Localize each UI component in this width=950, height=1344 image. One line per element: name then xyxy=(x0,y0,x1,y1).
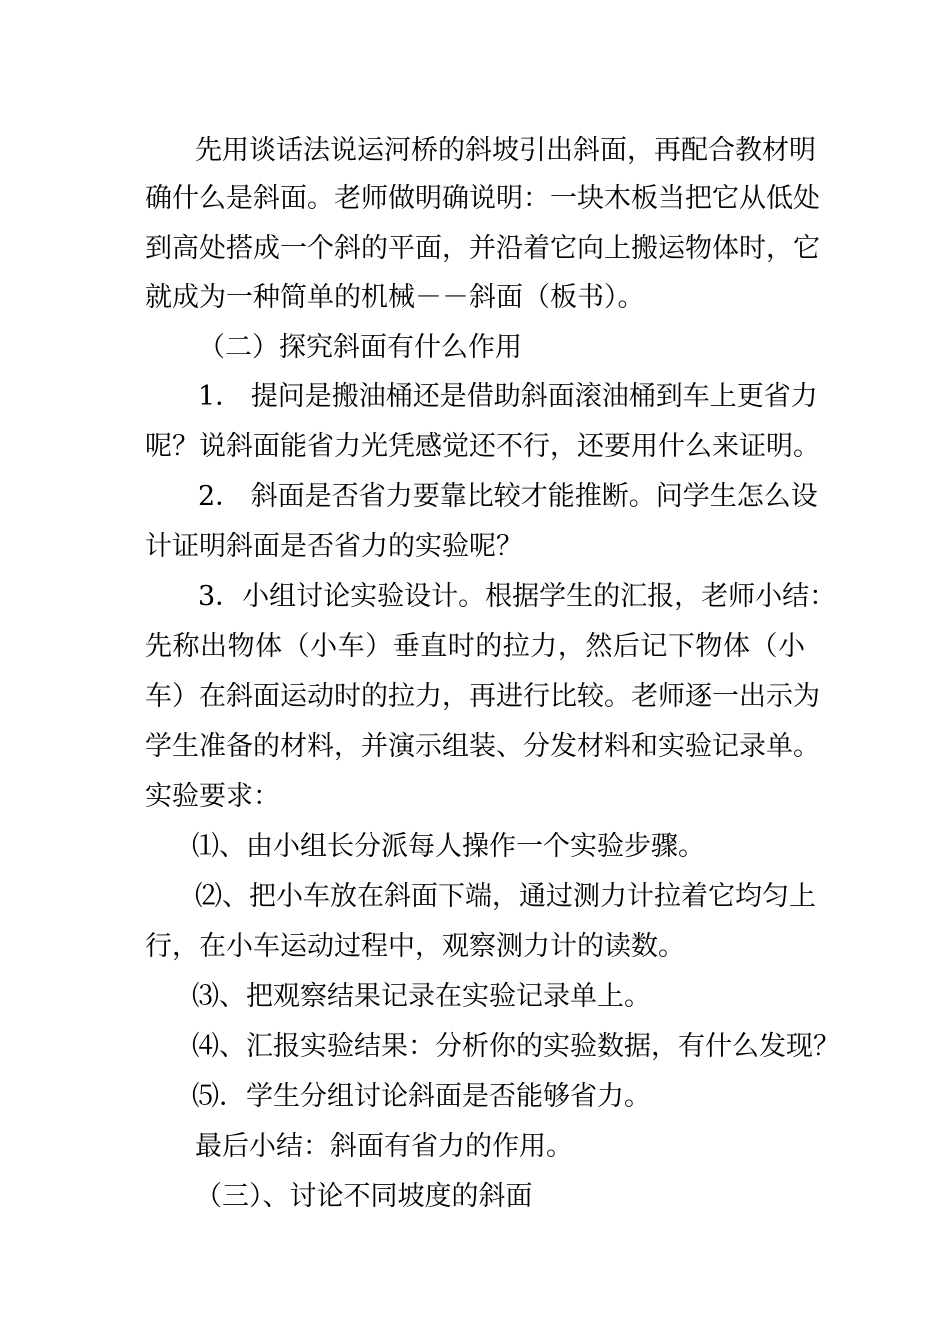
paragraph-line: 先用谈话法说运河桥的斜坡引出斜面，再配合教材明 xyxy=(195,135,816,166)
paragraph-line: 车）在斜面运动时的拉力，再进行比较。老师逐一出示为 xyxy=(145,681,820,712)
summary-line: 最后小结：斜面有省力的作用。 xyxy=(195,1131,573,1162)
paragraph-line: 呢？说斜面能省力光凭感觉还不行，还要用什么来证明。 xyxy=(145,431,820,462)
list-item: ⑵、把小车放在斜面下端，通过测力计拉着它均匀上 xyxy=(195,881,816,912)
section-heading: （三）、讨论不同坡度的斜面 xyxy=(195,1181,533,1212)
paragraph-line: 计证明斜面是否省力的实验呢？ xyxy=(145,531,523,562)
list-item: ⑷、汇报实验结果：分析你的实验数据，有什么发现？ xyxy=(192,1031,840,1062)
section-heading: （二）探究斜面有什么作用 xyxy=(198,332,522,363)
list-item: ⑶、把观察结果记录在实验记录单上。 xyxy=(192,981,651,1012)
paragraph-line: 实验要求： xyxy=(145,781,280,812)
paragraph-line: 到高处搭成一个斜的平面，并沿着它向上搬运物体时，它 xyxy=(145,233,820,264)
list-item: 3．小组讨论实验设计。根据学生的汇报，老师小结： xyxy=(198,581,837,612)
list-item: ⑴、由小组长分派每人操作一个实验步骤。 xyxy=(192,831,705,862)
paragraph-line: 学生准备的材料，并演示组装、分发材料和实验记录单。 xyxy=(145,731,820,762)
paragraph-line: 确什么是斜面。老师做明确说明：一块木板当把它从低处 xyxy=(145,183,820,214)
paragraph-line: 就成为一种简单的机械－－斜面（板书）。 xyxy=(145,282,645,313)
paragraph-line: 行，在小车运动过程中，观察测力计的读数。 xyxy=(145,931,685,962)
paragraph-line: 先称出物体（小车）垂直时的拉力，然后记下物体（小 xyxy=(145,631,805,662)
list-item: 1． 提问是搬油桶还是借助斜面滚油桶到车上更省力 xyxy=(198,381,818,412)
list-item: ⑸．学生分组讨论斜面是否能够省力。 xyxy=(192,1081,651,1112)
list-item: 2． 斜面是否省力要靠比较才能推断。问学生怎么设 xyxy=(198,481,818,512)
